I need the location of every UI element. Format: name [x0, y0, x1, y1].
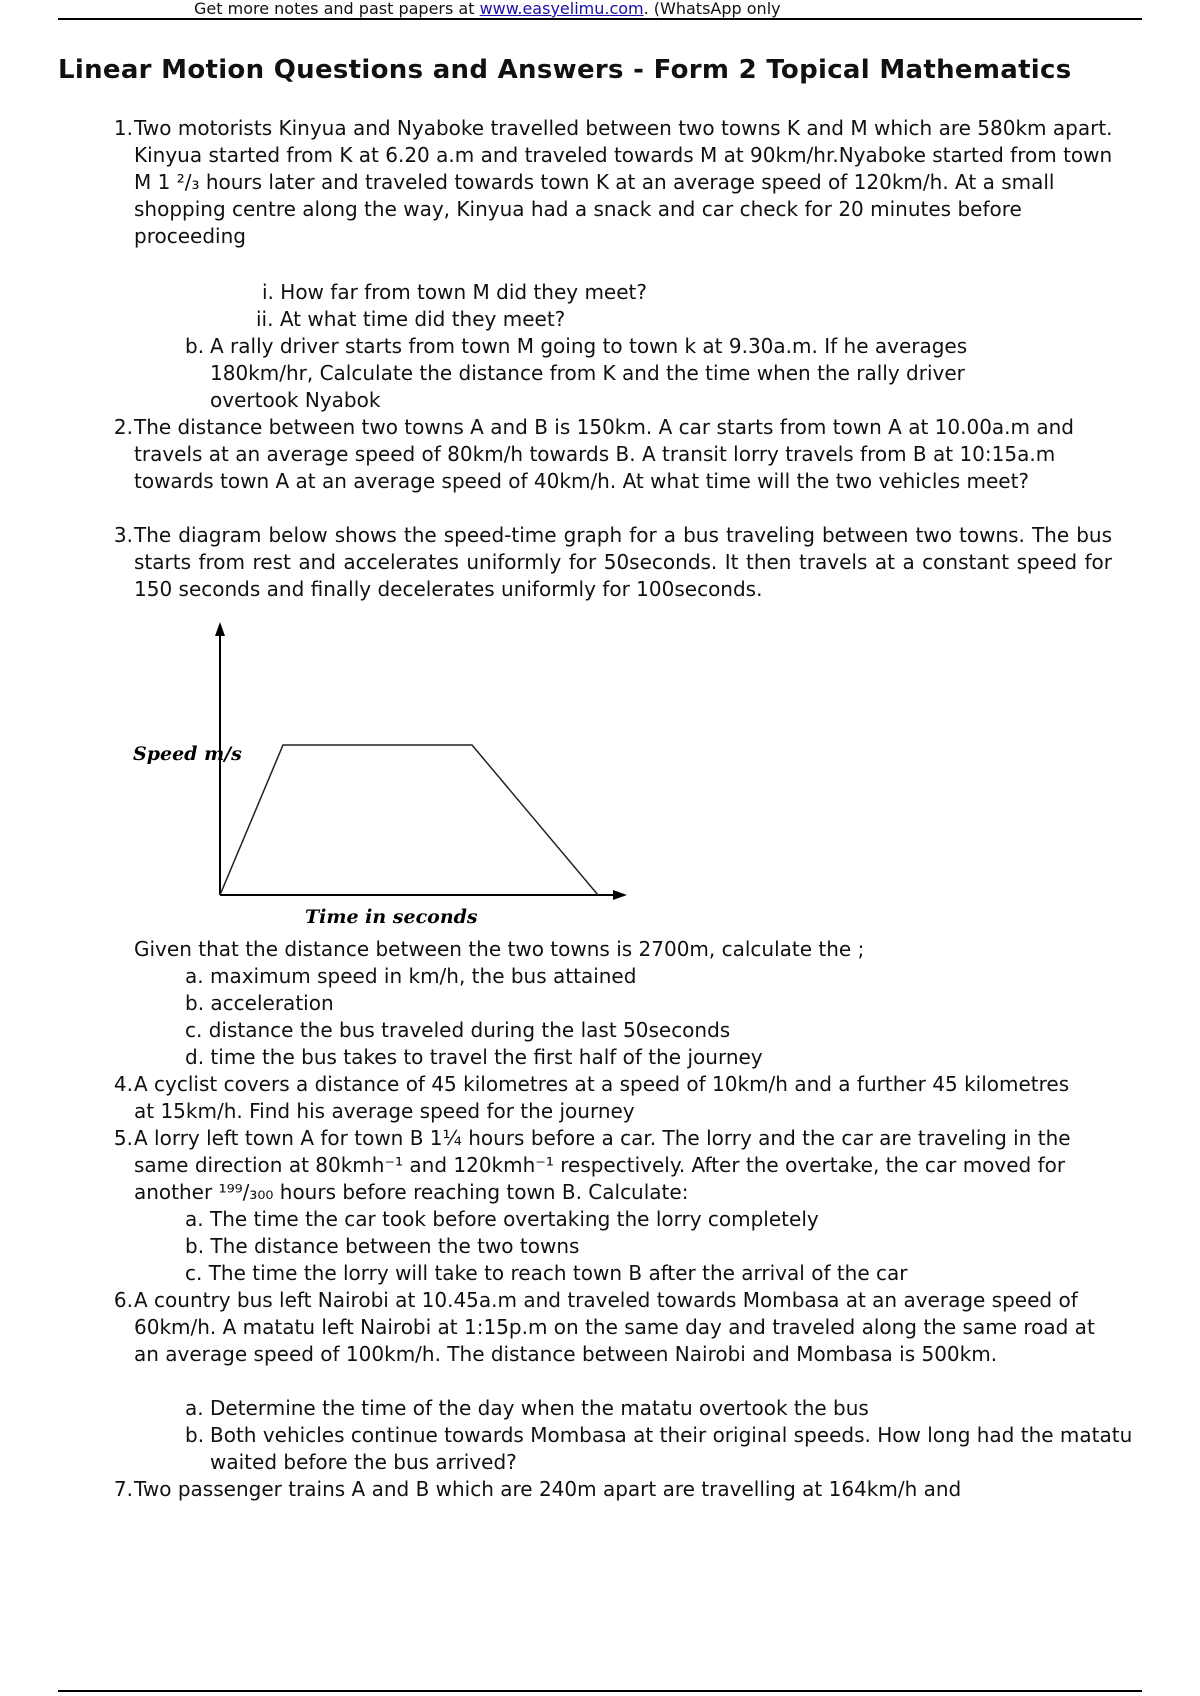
sub-label: d.: [185, 1045, 205, 1069]
question-text: A country bus left Nairobi at 10.45a.m and traveled towards Mombasa at an average speed of 60km/h. A matatu left Nairobi at 1:15p.m on the same day and traveled along the same road at an average speed of 100km/h. The distance between Nairobi and Mombasa is 500km.: [134, 1288, 1095, 1366]
given-text: Given that the distance between the two towns is 2700m, calculate the ;: [134, 937, 865, 961]
question-number: 6.: [113, 1288, 133, 1312]
sub-question-text: A rally driver starts from town M going to town k at 9.30a.m. If he averages 180km/hr, Calculate the distance from K and the time when the rally driver overtook Nyabok: [210, 334, 968, 412]
y-axis-arrow-icon: [215, 622, 225, 636]
sub-text: How far from town M did they meet?: [280, 280, 647, 304]
sub-text: The time the lorry will take to reach town B after the arrival of the car: [208, 1261, 908, 1285]
sub-text: The distance between the two towns: [210, 1234, 580, 1258]
sub-text: maximum speed in km/h, the bus attained: [209, 964, 637, 988]
question-number: 4.: [113, 1072, 133, 1096]
question-text: Two passenger trains A and B which are 240m apart are travelling at 164km/h and: [134, 1477, 962, 1501]
sub-text: distance the bus traveled during the last 50seconds: [208, 1018, 731, 1042]
question-text: A lorry left town A for town B 1¼ hours before a car. The lorry and the car are traveling in the same direction at 80kmh⁻¹ and 120kmh⁻¹ respectively. After the overtake, the car moved for another ¹⁹⁹/₃₀₀ hours before reaching town B. Calculate:: [134, 1126, 1071, 1204]
sub-text: Determine the time of the day when the matatu overtook the bus: [209, 1396, 869, 1420]
graph-svg: [125, 620, 635, 930]
sub-question: [256, 306, 565, 333]
sub-question: [185, 1017, 730, 1044]
question-text: A cyclist covers a distance of 45 kilometres at a speed of 10km/h and a further 45 kilometres at 15km/h. Find his average speed for the journey: [134, 1072, 1070, 1123]
question-number: 7.: [113, 1477, 133, 1501]
sub-label: b.: [185, 1234, 205, 1258]
question-text: The distance between two towns A and B is 150km. A car starts from town A at 10.00a.m and travels at an average speed of 80km/h towards B. A transit lorry travels from B at 10:15a.m towards town A at an average speed of 40km/h. At what time will the two vehicles meet?: [134, 415, 1074, 493]
sub-label: a.: [185, 964, 204, 988]
question-number: 1.: [113, 116, 133, 140]
sub-label: b.: [185, 991, 205, 1015]
sub-question-label: b.: [185, 1423, 205, 1447]
page-header: [58, 0, 1142, 20]
header-text: Get more notes and past papers at www.easyelimu.com. (WhatsApp only: [194, 0, 781, 18]
footer-rule: [58, 1690, 1142, 1692]
sub-question-label: b.: [185, 334, 205, 358]
sub-text: acceleration: [210, 991, 334, 1015]
sub-label: c.: [185, 1261, 203, 1285]
sub-question: [185, 1206, 819, 1233]
sub-question: [185, 990, 334, 1017]
website-link[interactable]: www.easyelimu.com: [479, 0, 644, 18]
question-number: 5.: [113, 1126, 133, 1150]
sub-label: c.: [185, 1018, 203, 1042]
header-rule: [58, 18, 1142, 20]
sub-label: ii.: [256, 307, 274, 331]
x-axis-label: Time in seconds: [305, 906, 478, 928]
y-axis-label: Speed m/s: [133, 743, 242, 765]
sub-question: [185, 1233, 579, 1260]
page-title: Linear Motion Questions and Answers - Form 2 Topical Mathematics: [58, 55, 1072, 85]
sub-label: a.: [185, 1396, 204, 1420]
speed-line: [220, 745, 598, 895]
sub-question: [262, 279, 647, 306]
speed-time-graph: [125, 620, 635, 930]
sub-label: a.: [185, 1207, 204, 1231]
sub-question: [185, 1044, 763, 1071]
question-number: 2.: [113, 415, 133, 439]
sub-text: time the bus takes to travel the first half of the journey: [210, 1045, 763, 1069]
sub-text: At what time did they meet?: [279, 307, 566, 331]
sub-question-text: Both vehicles continue towards Mombasa at their original speeds. How long had the matatu waited before the bus arrived?: [210, 1423, 1133, 1474]
sub-question: [185, 963, 636, 990]
question-text: Two motorists Kinyua and Nyaboke travelled between two towns K and M which are 580km apart. Kinyua started from K at 6.20 a.m and traveled towards M at 90km/hr.Nyaboke started from town M 1 ²/₃ hours later and traveled towards town K at an average speed of 120km/h. At a small shopping centre along the way, Kinyua had a snack and car check for 20 minutes before proceeding: [134, 116, 1113, 248]
question-text: The diagram below shows the speed-time graph for a bus traveling between two towns. The bus starts from rest and accelerates uniformly for 50seconds. It then travels at a constant speed for 150 seconds and finally decelerates uniformly for 100seconds.: [134, 523, 1112, 601]
sub-question: [185, 1395, 869, 1422]
sub-question: [185, 1260, 908, 1287]
sub-label: i.: [262, 280, 274, 304]
sub-text: The time the car took before overtaking the lorry completely: [209, 1207, 819, 1231]
question-number: 3.: [113, 523, 133, 547]
x-axis-arrow-icon: [613, 890, 627, 900]
